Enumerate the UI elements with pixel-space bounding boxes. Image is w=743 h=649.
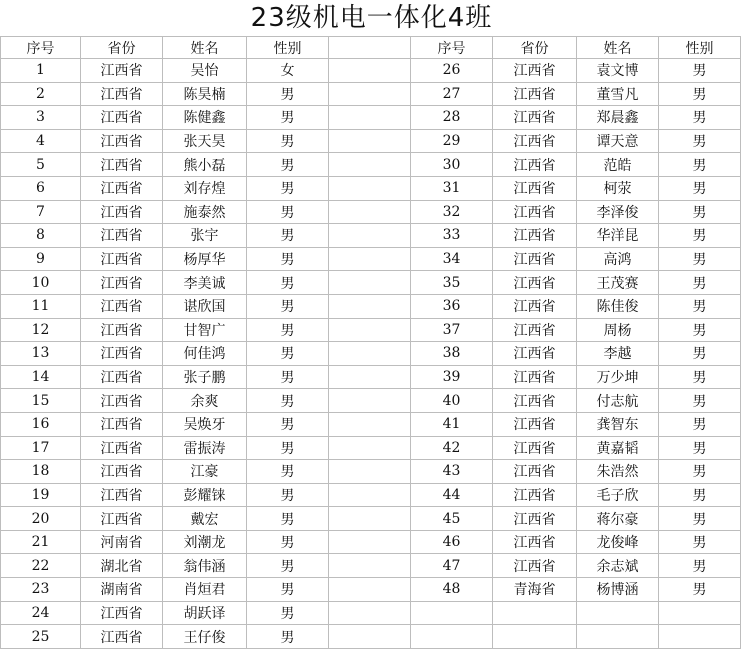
student-province: 江西省: [493, 318, 577, 342]
student-no: 43: [411, 460, 493, 484]
student-gender: 男: [247, 294, 329, 318]
student-gender: 男: [247, 200, 329, 224]
header-name-right: 姓名: [577, 37, 659, 59]
header-row: [1, 37, 741, 59]
student-name: 陈佳俊: [577, 294, 659, 318]
spacer-cell: [329, 129, 411, 153]
student-name: 龚智东: [577, 412, 659, 436]
student-no: 14: [1, 365, 81, 389]
student-name: 谭天意: [577, 129, 659, 153]
student-name: 王仔俊: [163, 625, 247, 649]
student-name: 付志航: [577, 389, 659, 413]
spacer-cell: [329, 530, 411, 554]
student-no: [411, 625, 493, 649]
student-gender: 男: [247, 625, 329, 649]
student-name: 蒋尔豪: [577, 507, 659, 531]
student-name: 张天昊: [163, 129, 247, 153]
student-gender: 男: [247, 271, 329, 295]
spacer-cell: [329, 271, 411, 295]
student-province: [493, 625, 577, 649]
student-name: 李泽俊: [577, 200, 659, 224]
roster-table: [0, 36, 741, 649]
student-gender: 男: [247, 507, 329, 531]
student-no: 18: [1, 460, 81, 484]
spacer-cell: [329, 460, 411, 484]
student-name: 吴焕牙: [163, 412, 247, 436]
student-province: 江西省: [493, 82, 577, 106]
spacer-cell: [329, 554, 411, 578]
student-gender: 男: [659, 271, 741, 295]
student-province: 江西省: [81, 601, 163, 625]
spacer-cell: [329, 176, 411, 200]
student-no: 25: [1, 625, 81, 649]
student-name: 袁文博: [577, 59, 659, 83]
student-gender: 男: [247, 247, 329, 271]
student-name: 高鸿: [577, 247, 659, 271]
header-gender: 性别: [247, 37, 329, 59]
student-no: 37: [411, 318, 493, 342]
student-name: 刘潮龙: [163, 530, 247, 554]
student-name: 华洋昆: [577, 224, 659, 248]
student-name: 胡跃译: [163, 601, 247, 625]
student-name: 谌欣国: [163, 294, 247, 318]
student-province: 江西省: [493, 294, 577, 318]
spacer-cell: [329, 389, 411, 413]
spacer-cell: [329, 578, 411, 602]
table-row: [1, 625, 741, 649]
page-title: 23级机电一体化4班: [250, 3, 493, 33]
student-province: 江西省: [493, 224, 577, 248]
student-no: 24: [1, 601, 81, 625]
student-province: 江西省: [493, 436, 577, 460]
student-name: 戴宏: [163, 507, 247, 531]
student-no: 11: [1, 294, 81, 318]
student-name: 翁伟涵: [163, 554, 247, 578]
student-no: 19: [1, 483, 81, 507]
student-name: 江豪: [163, 460, 247, 484]
student-name: 熊小磊: [163, 153, 247, 177]
student-no: 6: [1, 176, 81, 200]
student-name: 何佳鸿: [163, 342, 247, 366]
student-name: 杨厚华: [163, 247, 247, 271]
student-gender: 男: [247, 106, 329, 130]
header-no: 序号: [1, 37, 81, 59]
student-name: 万少坤: [577, 365, 659, 389]
student-gender: 男: [247, 554, 329, 578]
student-no: 36: [411, 294, 493, 318]
table-row: [1, 247, 741, 271]
student-province: 江西省: [493, 247, 577, 271]
student-province: 江西省: [493, 389, 577, 413]
student-no: 8: [1, 224, 81, 248]
student-province: 江西省: [81, 106, 163, 130]
student-no: 40: [411, 389, 493, 413]
student-no: 3: [1, 106, 81, 130]
table-row: [1, 318, 741, 342]
student-no: 39: [411, 365, 493, 389]
student-province: 江西省: [81, 294, 163, 318]
student-gender: 男: [659, 82, 741, 106]
student-no: 46: [411, 530, 493, 554]
student-no: 35: [411, 271, 493, 295]
student-name: 甘智广: [163, 318, 247, 342]
student-gender: 男: [247, 389, 329, 413]
student-name: 黄嘉韬: [577, 436, 659, 460]
student-gender: 男: [659, 342, 741, 366]
student-no: 20: [1, 507, 81, 531]
spacer-cell: [329, 625, 411, 649]
table-row: [1, 601, 741, 625]
student-name: 李越: [577, 342, 659, 366]
student-province: 江西省: [81, 176, 163, 200]
table-row: [1, 342, 741, 366]
student-province: 江西省: [81, 82, 163, 106]
student-province: 江西省: [81, 389, 163, 413]
student-name: 雷振涛: [163, 436, 247, 460]
spacer-cell: [329, 318, 411, 342]
student-gender: 男: [247, 483, 329, 507]
student-gender: 男: [247, 153, 329, 177]
student-province: 江西省: [81, 59, 163, 83]
student-province: 江西省: [493, 507, 577, 531]
student-gender: 男: [247, 224, 329, 248]
student-province: 江西省: [81, 460, 163, 484]
student-name: 肖烜君: [163, 578, 247, 602]
student-name: [577, 625, 659, 649]
student-no: 33: [411, 224, 493, 248]
table-row: [1, 389, 741, 413]
table-row: [1, 294, 741, 318]
student-no: 47: [411, 554, 493, 578]
student-province: 江西省: [81, 342, 163, 366]
student-gender: 男: [247, 342, 329, 366]
student-no: 16: [1, 412, 81, 436]
student-province: 江西省: [81, 200, 163, 224]
student-province: 江西省: [81, 625, 163, 649]
student-name: 彭耀铼: [163, 483, 247, 507]
student-gender: 男: [247, 460, 329, 484]
student-name: 刘存煌: [163, 176, 247, 200]
student-no: 7: [1, 200, 81, 224]
header-province-right: 省份: [493, 37, 577, 59]
student-province: 江西省: [493, 483, 577, 507]
student-province: 江西省: [493, 59, 577, 83]
student-name: 张宇: [163, 224, 247, 248]
student-name: 郑晨鑫: [577, 106, 659, 130]
spacer-cell: [329, 483, 411, 507]
student-no: 26: [411, 59, 493, 83]
student-no: 2: [1, 82, 81, 106]
student-gender: 男: [247, 318, 329, 342]
student-gender: 男: [659, 530, 741, 554]
student-province: 江西省: [493, 106, 577, 130]
table-row: [1, 129, 741, 153]
student-no: 15: [1, 389, 81, 413]
spacer-cell: [329, 200, 411, 224]
student-no: 41: [411, 412, 493, 436]
student-no: 5: [1, 153, 81, 177]
student-gender: [659, 601, 741, 625]
student-province: 湖南省: [81, 578, 163, 602]
student-name: 龙俊峰: [577, 530, 659, 554]
student-gender: 男: [659, 365, 741, 389]
student-name: 王茂赛: [577, 271, 659, 295]
student-no: 21: [1, 530, 81, 554]
student-gender: 男: [247, 578, 329, 602]
student-gender: 男: [247, 176, 329, 200]
student-no: 23: [1, 578, 81, 602]
table-row: [1, 106, 741, 130]
student-name: 陈健鑫: [163, 106, 247, 130]
table-row: [1, 59, 741, 83]
student-gender: 男: [659, 483, 741, 507]
spacer-cell: [329, 82, 411, 106]
student-province: 江西省: [493, 200, 577, 224]
header-gender-right: 性别: [659, 37, 741, 59]
student-province: 江西省: [493, 412, 577, 436]
student-province: 江西省: [81, 224, 163, 248]
spacer-cell: [329, 106, 411, 130]
student-gender: [659, 625, 741, 649]
table-row: [1, 412, 741, 436]
student-name: 张子鹏: [163, 365, 247, 389]
student-no: 48: [411, 578, 493, 602]
table-row: [1, 271, 741, 295]
student-province: 青海省: [493, 578, 577, 602]
student-province: 河南省: [81, 530, 163, 554]
student-province: 江西省: [493, 271, 577, 295]
student-no: 10: [1, 271, 81, 295]
student-gender: 男: [659, 200, 741, 224]
student-no: 22: [1, 554, 81, 578]
student-gender: 男: [247, 82, 329, 106]
spacer-cell: [329, 412, 411, 436]
student-no: 44: [411, 483, 493, 507]
student-gender: 男: [659, 176, 741, 200]
student-no: 27: [411, 82, 493, 106]
student-gender: 女: [247, 59, 329, 83]
student-no: 9: [1, 247, 81, 271]
spacer-cell: [329, 224, 411, 248]
student-name: 吴怡: [163, 59, 247, 83]
student-no: 12: [1, 318, 81, 342]
table-row: [1, 365, 741, 389]
student-no: 38: [411, 342, 493, 366]
student-name: 陈昊楠: [163, 82, 247, 106]
student-no: 31: [411, 176, 493, 200]
student-no: 42: [411, 436, 493, 460]
student-province: [493, 601, 577, 625]
student-name: 柯荥: [577, 176, 659, 200]
student-no: 13: [1, 342, 81, 366]
student-province: 江西省: [81, 318, 163, 342]
student-province: 江西省: [81, 271, 163, 295]
student-gender: 男: [659, 153, 741, 177]
student-province: 江西省: [81, 247, 163, 271]
student-province: 江西省: [493, 176, 577, 200]
student-province: 江西省: [493, 153, 577, 177]
table-row: [1, 153, 741, 177]
student-gender: 男: [247, 436, 329, 460]
student-name: 毛子欣: [577, 483, 659, 507]
student-name: 余爽: [163, 389, 247, 413]
table-row: [1, 483, 741, 507]
student-gender: 男: [659, 578, 741, 602]
student-no: 17: [1, 436, 81, 460]
table-row: [1, 176, 741, 200]
student-gender: 男: [659, 224, 741, 248]
spacer-cell: [329, 365, 411, 389]
spacer-cell: [329, 37, 411, 59]
student-province: 江西省: [493, 530, 577, 554]
student-no: 29: [411, 129, 493, 153]
student-name: 杨博涵: [577, 578, 659, 602]
student-name: 余志斌: [577, 554, 659, 578]
spacer-cell: [329, 507, 411, 531]
student-no: [411, 601, 493, 625]
student-gender: 男: [659, 389, 741, 413]
header-name: 姓名: [163, 37, 247, 59]
table-row: [1, 224, 741, 248]
student-province: 江西省: [81, 483, 163, 507]
student-gender: 男: [247, 365, 329, 389]
spacer-cell: [329, 247, 411, 271]
student-gender: 男: [659, 294, 741, 318]
student-no: 1: [1, 59, 81, 83]
student-gender: 男: [247, 601, 329, 625]
student-no: 4: [1, 129, 81, 153]
spacer-cell: [329, 436, 411, 460]
spacer-cell: [329, 59, 411, 83]
student-gender: 男: [247, 412, 329, 436]
header-province: 省份: [81, 37, 163, 59]
student-name: 范皓: [577, 153, 659, 177]
student-gender: 男: [247, 129, 329, 153]
student-gender: 男: [659, 318, 741, 342]
student-gender: 男: [659, 247, 741, 271]
student-name: [577, 601, 659, 625]
student-province: 江西省: [81, 412, 163, 436]
student-province: 江西省: [81, 507, 163, 531]
student-province: 江西省: [81, 436, 163, 460]
student-gender: 男: [659, 59, 741, 83]
student-province: 江西省: [81, 129, 163, 153]
student-name: 施泰然: [163, 200, 247, 224]
student-province: 江西省: [493, 460, 577, 484]
student-province: 江西省: [493, 129, 577, 153]
student-province: 江西省: [81, 153, 163, 177]
student-province: 江西省: [493, 365, 577, 389]
student-gender: 男: [659, 412, 741, 436]
student-no: 45: [411, 507, 493, 531]
student-gender: 男: [659, 460, 741, 484]
student-gender: 男: [659, 436, 741, 460]
table-row: [1, 460, 741, 484]
table-row: [1, 530, 741, 554]
table-row: [1, 578, 741, 602]
student-province: 江西省: [81, 365, 163, 389]
student-name: 周杨: [577, 318, 659, 342]
student-name: 朱浩然: [577, 460, 659, 484]
student-gender: 男: [659, 507, 741, 531]
table-row: [1, 507, 741, 531]
student-gender: 男: [659, 554, 741, 578]
table-row: [1, 554, 741, 578]
student-province: 湖北省: [81, 554, 163, 578]
roster-body: [1, 37, 741, 649]
student-gender: 男: [659, 106, 741, 130]
spacer-cell: [329, 153, 411, 177]
student-no: 28: [411, 106, 493, 130]
student-no: 34: [411, 247, 493, 271]
spacer-cell: [329, 601, 411, 625]
table-row: [1, 436, 741, 460]
student-province: 江西省: [493, 554, 577, 578]
student-name: 董雪凡: [577, 82, 659, 106]
student-name: 李美诚: [163, 271, 247, 295]
student-no: 30: [411, 153, 493, 177]
student-no: 32: [411, 200, 493, 224]
spacer-cell: [329, 342, 411, 366]
table-row: [1, 82, 741, 106]
student-gender: 男: [659, 129, 741, 153]
header-no-right: 序号: [411, 37, 493, 59]
spacer-cell: [329, 294, 411, 318]
student-gender: 男: [247, 530, 329, 554]
table-row: [1, 200, 741, 224]
student-province: 江西省: [493, 342, 577, 366]
